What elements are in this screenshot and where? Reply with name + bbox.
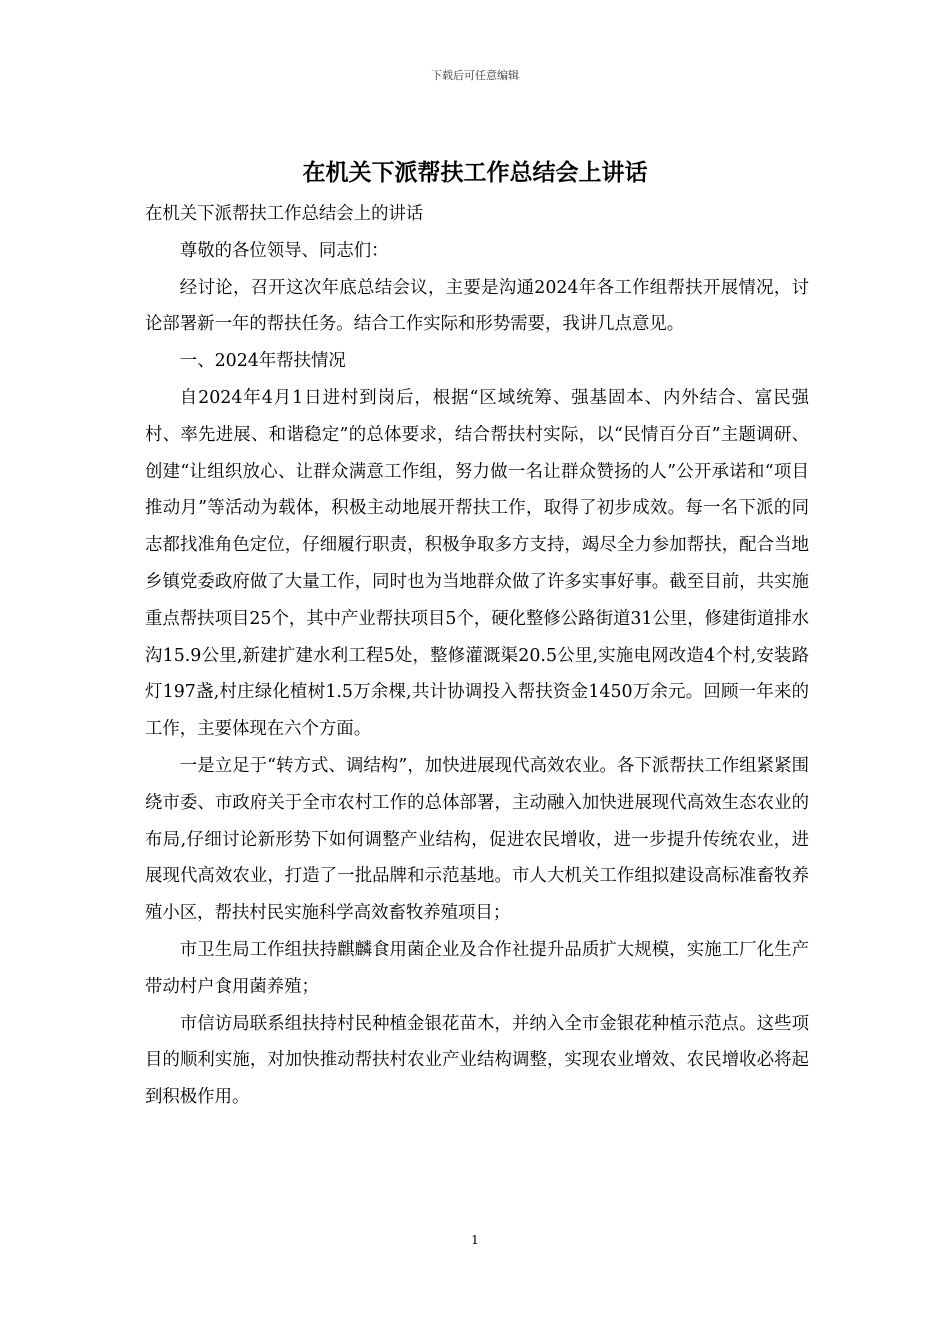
- section-heading: 一、2024年帮扶情况: [179, 351, 346, 372]
- paragraph-salutation: 尊敬的各位领导、同志们：: [179, 240, 389, 261]
- paragraph-health-bureau: 市卫生局工作组扶持麒麟食用菌企业及合作社提升品质扩大规模，实施工厂化生产带动村户食用菌养殖；: [145, 939, 809, 997]
- paragraph-overview: 自2024年4月1日进村到岗后，根据“区域统筹、强基固本、内外结合、富民强村、率先进展、和谐稳定”的总体要求，结合帮扶村实际，以“民情百分百”主题调研、创建“让组织放心、让群众满意工作组，努力做一名让群众赞扬的人”公开承诺和“项目推动月”等活动为载体，积极主动地展开帮扶工作，取得了初步成效。每一名下派的同志都找准角色定位，仔细履行职责，积极争取多方支持，竭尽全力参加帮扶，配合当地乡镇党委政府做了大量工作，同时也为当地群众做了许多实事好事。截至目前，共实施重点帮扶项目25个，其中产业帮扶项目5个，硬化整修公路街道31公里，修建街道排水沟15.9公里,新建扩建水利工程5处，整修灌溉渠20.5公里,实施电网改造4个村,安装路灯197盏,村庄绿化植树1.5万余棵,共计协调投入帮扶资金1450万余元。回顾一年来的工作，主要体现在六个方面。: [145, 387, 809, 740]
- header-note: 下载后可任意编辑: [431, 69, 519, 82]
- document-title: 在机关下派帮扶工作总结会上讲话: [302, 160, 648, 186]
- paragraph-intro: 经讨论，召开这次年底总结会议，主要是沟通2024年各工作组帮扶开展情况，讨论部署新一年的帮扶任务。结合工作实际和形势需要，我讲几点意见。: [145, 277, 809, 335]
- paragraph-subtitle: 在机关下派帮扶工作总结会上的讲话: [145, 204, 424, 224]
- document-body: [145, 196, 809, 1116]
- paragraph-point-one: 一是立足于“转方式、调结构”，加快进展现代高效农业。各下派帮扶工作组紧紧围绕市委、市政府关于全市农村工作的总体部署，主动融入加快进展现代高效生态农业的布局,仔细讨论新形势下如何调整产业结构，促进农民增收，进一步提升传统农业，进展现代高效农业，打造了一批品牌和示范基地。市人大机关工作组拟建设高标准畜牧养殖小区，帮扶村民实施科学高效畜牧养殖项目；: [145, 755, 809, 924]
- page-number: 1: [471, 1233, 479, 1247]
- paragraph-petition-bureau: 市信访局联系组扶持村民种植金银花苗木，并纳入全市金银花种植示范点。这些项目的顺利实施，对加快推动帮扶村农业产业结构调整，实现农业增效、农民增收必将起到积极作用。: [145, 1013, 809, 1108]
